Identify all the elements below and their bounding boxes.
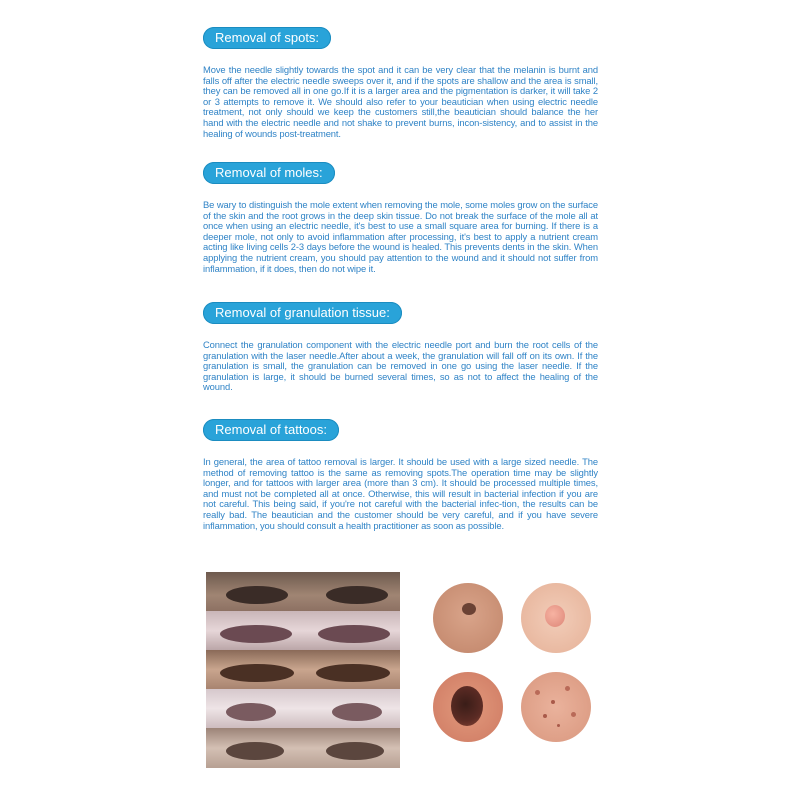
section-body: Move the needle slightly towards the spot and it can be very clear that the melanin is burnt and falls off after the electric needle sweeps over it, and if the spots are shallow and the area is small, they can be removed all in one go.If it is a larger area and the pigmentation is darker, it will take 2 or 3 attempts to remove it. We should also refer to your beautician when using electric needle treatment, not only should we keep the customers still,the beautician should balance the her hand with the electric needle and not shake to prevent burns, incon-sistency, and to assist in the healing of wounds post-treatment. [203, 64, 598, 139]
mole-closeup-photo [433, 672, 503, 742]
section-body: Connect the granulation component with the electric needle port and burn the root cells of the granulation with the laser needle.After about a week, the granulation will fall off on its own. If the granulation is small, the granulation can be removed in one go using the laser needle. If the granulation is large, it should be burned several times, so as not to affect the healing of the wound. [203, 339, 598, 393]
section-tattoos [203, 419, 598, 531]
section-granulation [203, 302, 598, 393]
section-heading: Removal of spots: [203, 27, 331, 49]
photo-band [206, 572, 400, 611]
section-moles [203, 162, 598, 274]
before-after-photo-strip [206, 572, 400, 768]
section-heading: Removal of tattoos: [203, 419, 339, 441]
section-heading: Removal of granulation tissue: [203, 302, 402, 324]
photo-band [206, 728, 400, 768]
section-spots [203, 27, 598, 139]
photo-band [206, 689, 400, 728]
mole-closeup-photo [433, 583, 503, 653]
skin-spots-closeup-photo [521, 672, 591, 742]
section-heading: Removal of moles: [203, 162, 335, 184]
section-body: Be wary to distinguish the mole extent when removing the mole, some moles grow on the surface of the skin and the root grows in the deep skin tissue. Do not break the surface of the mole all at once when using an electric needle, it's best to use a small square area for burning. If there is a deeper mole, not only to avoid inflammation after processing, it's best to apply a nutrient cream acting like living cells 2-3 days before the wound is healed. This prevents dents in the skin. When applying the nutrient cream, you should pay attention to the wound and it should not suffer from inflammation, if it does, then do not wipe it. [203, 199, 598, 274]
photo-band [206, 611, 400, 650]
photo-band [206, 650, 400, 689]
section-body: In general, the area of tattoo removal is larger. It should be used with a large sized needle. The method of removing tattoo is the same as removing spots.The operation time may be slightly longer, and for tattoos with larger area (more than 3 cm). It should be processed multiple times, and must not be completed all at once. Otherwise, this will result in bacterial infection if you are not careful. This being said, if you're not careful with the bacterial infec-tion, the results can be really bad. The beautician and the customer should be very careful, and if you have severe inflammation, you should consult a health practitioner as soon as possible. [203, 456, 598, 531]
mole-closeup-photo [521, 583, 591, 653]
